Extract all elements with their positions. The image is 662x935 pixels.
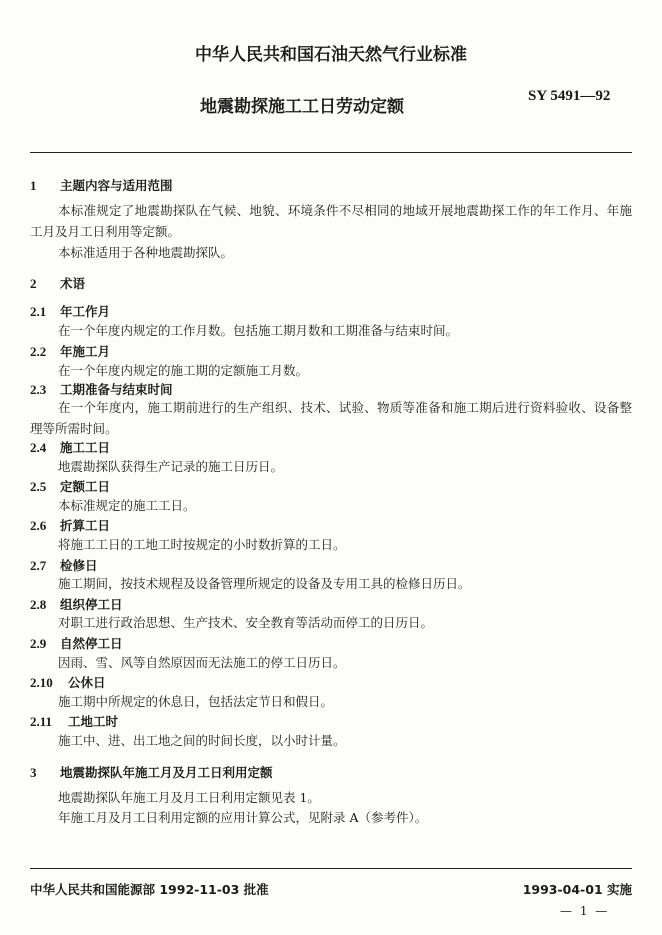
section-3-paragraph: 地震勘探队年施工月及月工日利用定额见表 1。 (58, 790, 320, 805)
term-name: 施工工日 (60, 440, 111, 455)
page-number: — 1 — (560, 904, 610, 918)
section-3-paragraph: 年施工月及月工日利用定额的应用计算公式，见附录 A（参考件）。 (58, 810, 428, 825)
section-number: 1 (30, 178, 37, 193)
term-number: 2.4 (30, 440, 47, 455)
term-number: 2.2 (30, 344, 47, 359)
term-name: 定额工日 (60, 479, 111, 494)
term-number: 2.10 (30, 675, 53, 690)
section-2-heading (30, 274, 85, 292)
term-number: 2.3 (30, 382, 47, 397)
section-1-paragraph: 本标准规定了地震勘探队在气候、地貌、环境条件不尽相同的地域开展地震勘探工作的年工作月、年施工月及月工日利用等定额。 (30, 203, 632, 239)
term-definition: 在一个年度内规定的施工期的定额施工月数。 (58, 363, 309, 378)
term-heading (30, 595, 123, 613)
term-heading (30, 302, 110, 320)
term-number: 2.9 (30, 636, 47, 651)
term-name: 自然停工日 (60, 636, 123, 651)
term-definition: 将施工工日的工地工时按规定的小时数折算的工日。 (58, 537, 346, 552)
term-name: 组织停工日 (60, 597, 123, 612)
term-heading (30, 477, 110, 495)
term-number: 2.7 (30, 558, 47, 573)
term-number: 2.5 (30, 479, 47, 494)
term-heading (30, 634, 123, 652)
term-definition: 本标准规定的施工工日。 (58, 498, 196, 513)
approval-line: 中华人民共和国能源部 1992-11-03 批准 (30, 882, 269, 897)
term-name: 工期准备与结束时间 (60, 382, 173, 397)
term-heading (30, 712, 118, 730)
term-definition: 因雨、雪、风等自然原因而无法施工的停工日历日。 (58, 655, 346, 670)
section-title: 地震勘探队年施工月及月工日利用定额 (60, 765, 273, 780)
issuing-organization: 中华人民共和国石油天然气行业标准 (195, 45, 467, 65)
section-title: 术语 (60, 276, 86, 291)
section-1-paragraph: 本标准适用于各种地震勘探队。 (58, 245, 234, 260)
term-definition: 地震勘探队获得生产记录的施工日历日。 (58, 459, 284, 474)
section-1-heading (30, 176, 173, 194)
header-rule (30, 152, 632, 153)
term-name: 折算工日 (60, 518, 111, 533)
term-definition: 施工中、进、出工地之间的时间长度，以小时计量。 (58, 733, 346, 748)
term-heading (30, 342, 110, 360)
footer-rule (30, 868, 632, 869)
term-heading (30, 438, 110, 456)
term-definition: 对职工进行政治思想、生产技术、安全教育等活动而停工的日历日。 (58, 615, 434, 630)
term-definition: 施工期间，按技术规程及设备管理所规定的设备及专用工具的检修日历日。 (58, 576, 471, 591)
section-number: 2 (30, 276, 37, 291)
term-number: 2.11 (30, 714, 53, 729)
term-heading (30, 380, 173, 398)
term-heading (30, 516, 110, 534)
term-number: 2.6 (30, 518, 47, 533)
effective-date: 1993-04-01 实施 (522, 882, 632, 897)
term-definition: 在一个年度内，施工期前进行的生产组织、技术、试验、物质等准备和施工期后进行资料验收、设备整理等所需时间。 (30, 400, 632, 436)
term-number: 2.1 (30, 304, 47, 319)
term-definition: 施工期中所规定的休息日，包括法定节日和假日。 (58, 694, 334, 709)
term-name: 年施工月 (60, 344, 111, 359)
term-heading (30, 673, 106, 691)
term-name: 检修日 (60, 558, 98, 573)
term-name: 工地工时 (68, 714, 119, 729)
section-number: 3 (30, 765, 37, 780)
document-title: 地震勘探施工工日劳动定额 (200, 97, 404, 117)
term-name: 年工作月 (60, 304, 111, 319)
standard-number: SY 5491—92 (528, 88, 611, 104)
term-number: 2.8 (30, 597, 47, 612)
section-3-heading (30, 763, 273, 781)
term-definition: 在一个年度内规定的工作月数。包括施工期月数和工期准备与结束时间。 (58, 323, 459, 338)
term-name: 公休日 (68, 675, 106, 690)
term-heading (30, 556, 98, 574)
section-title: 主题内容与适用范围 (60, 178, 173, 193)
